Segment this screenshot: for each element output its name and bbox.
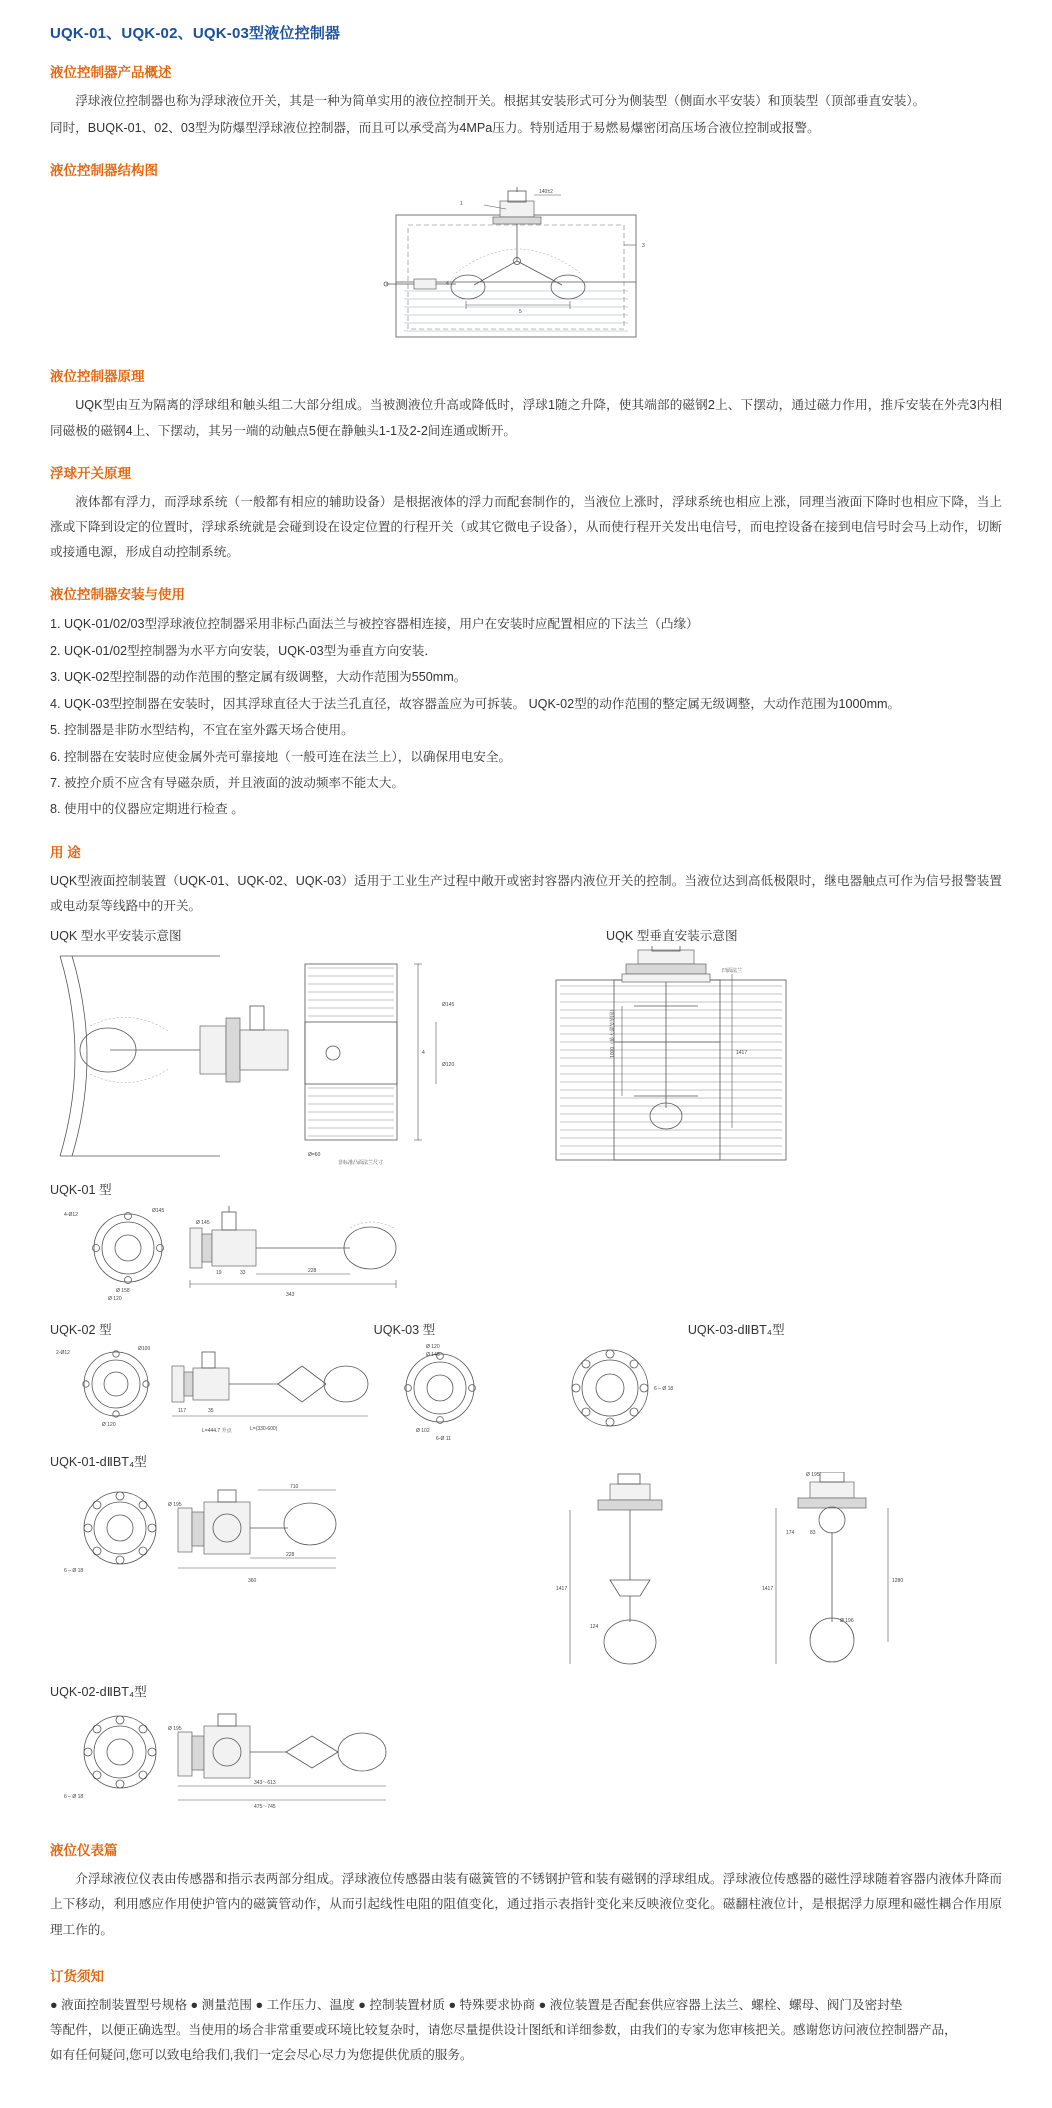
svg-text:1280: 1280 [892, 1578, 904, 1585]
uqk02d-figure-title: UQK-02-dⅡBT₄型 [50, 1685, 147, 1700]
svg-text:Ø 158: Ø 158 [116, 1288, 130, 1295]
installation-figures [50, 921, 1002, 1171]
principle-paragraph: UQK型由互为隔离的浮球组和触头组二大部分组成。当被测液位升高或降低时，浮球1随之升降，使其端部的磁钢2上、下摆动，通过磁力作用，推斥安装在外壳3内相同磁极的磁钢4上、下摆动，其另一端的动触点5便在静触头1-1及2-2间连通或断开。 [50, 398, 1002, 438]
svg-text:Ø100: Ø100 [138, 1346, 151, 1353]
structure-diagram [50, 187, 1002, 347]
page-title: UQK-01、UQK-02、UQK-03型液位控制器 [50, 25, 341, 42]
svg-text:Ø 195: Ø 195 [168, 1726, 182, 1733]
uqk02-03-figures [50, 1340, 1002, 1445]
svg-text:124: 124 [590, 1624, 599, 1631]
list-item: 5. 控制器是非防水型结构，不宜在室外露天场合使用。 [50, 723, 354, 738]
vertical-install-svg [526, 946, 976, 1166]
svg-text:Ø 195: Ø 195 [168, 1502, 182, 1509]
svg-text:4: 4 [422, 1050, 425, 1057]
uqk01d-figure [50, 1472, 1002, 1677]
svg-text:343: 343 [286, 1292, 295, 1299]
uqk03d-figure-title: UQK-03-dⅡBT₄型 [687, 1323, 785, 1338]
svg-text:19: 19 [216, 1270, 222, 1277]
svg-text:6 – Ø 18: 6 – Ø 18 [654, 1386, 674, 1393]
vertical-install-figure [526, 921, 1002, 1171]
list-item: 2. UQK-01/02型控制器为水平方向安装，UQK-03型为垂直方向安装． [50, 643, 437, 658]
svg-text:140±2: 140±2 [539, 189, 553, 196]
svg-text:6-Ø 11: 6-Ø 11 [436, 1436, 451, 1441]
horizontal-install-svg [50, 946, 500, 1166]
svg-text:Ø 145: Ø 145 [426, 1352, 440, 1359]
structure-diagram-svg [356, 187, 696, 347]
svg-text:1: 1 [460, 201, 463, 208]
list-item: 4. UQK-03型控制器在安装时，因其浮球直径大于法兰孔直径，故容器盖应为可拆装。 UQK-02型的动作范围的整定属无级调整，大动作范围为1000mm。 [50, 696, 901, 711]
order-line-1: ● 液面控制装置型号规格 ● 测量范围 ● 工作压力、温度 ● 控制装置材质 ● 特殊要求协商 ● 液位装置是否配套供应容器上法兰、螺栓、螺母、阀门及密封垫 [50, 1997, 903, 2012]
svg-text:5: 5 [519, 309, 522, 316]
svg-text:凹面法兰: 凹面法兰 [722, 968, 743, 975]
horizontal-install-title: UQK 型水平安装示意图 [50, 929, 182, 944]
svg-text:4-Ø12: 4-Ø12 [64, 1212, 78, 1219]
section-heading-principle: 液位控制器原理 [50, 369, 145, 385]
svg-text:3: 3 [642, 243, 645, 250]
svg-text:Ø 145: Ø 145 [196, 1220, 210, 1227]
svg-text:475～745: 475～745 [254, 1804, 276, 1811]
svg-text:非标准凸面法兰尺寸: 非标准凸面法兰尺寸 [338, 1160, 384, 1167]
section-heading-switch-principle: 浮球开关原理 [50, 465, 131, 481]
switch-principle-paragraph: 液体都有浮力，而浮球系统（一般都有相应的辅助设备）是根据液体的浮力而配套制作的，当液位上涨时，浮球系统也相应上涨，同理当液面下降时也相应下降，当上涨或下降到设定的位置时，浮球系统就是会碰到设在设定位置的行程开关（或其它微电子设备），从而使行程开关发出电信号，而电控设备在接到电信号时会马上动作，切断或接通电源，形成自动控制系统。 [50, 494, 1002, 560]
overview-paragraph-2: 同时，BUQK-01、02、03型为防爆型浮球液位控制器，而且可以承受高为4MPa压力。特别适用于易燃易爆密闭高压场合液位控制或报警。 [50, 121, 820, 136]
svg-text:Ø 196: Ø 196 [840, 1618, 854, 1625]
svg-text:228: 228 [308, 1268, 317, 1275]
uqk01d-figure-title: UQK-01-dⅡBT₄型 [50, 1455, 147, 1470]
svg-text:6 – Ø 18: 6 – Ø 18 [64, 1568, 84, 1575]
svg-text:2-Ø12: 2-Ø12 [56, 1350, 70, 1357]
install-list [50, 611, 1002, 823]
svg-text:710: 710 [290, 1484, 299, 1491]
horizontal-install-figure [50, 921, 526, 1171]
order-line-3: 如有任何疑问,您可以致电给我们,我们一定会尽心尽力为您提供优质的服务。 [50, 2048, 473, 2063]
svg-text:343～613: 343～613 [254, 1780, 276, 1787]
svg-text:360: 360 [248, 1578, 257, 1585]
svg-text:Ø 120: Ø 120 [108, 1296, 122, 1301]
svg-text:Ø=60: Ø=60 [308, 1152, 321, 1159]
section-heading-structure: 液位控制器结构图 [50, 163, 158, 179]
svg-text:117: 117 [178, 1408, 186, 1415]
section-heading-install: 液位控制器安装与使用 [50, 587, 185, 603]
uqk02d-figure [50, 1702, 1002, 1817]
list-item: 1. UQK-01/02/03型浮球液位控制器采用非标凸面法兰与被控容器相连接，用户在安装时应配置相应的下法兰（凸缘） [50, 617, 699, 632]
svg-text:6 – Ø 18: 6 – Ø 18 [64, 1794, 84, 1801]
svg-text:228: 228 [286, 1552, 295, 1559]
overview-paragraph-1: 浮球液位控制器也称为浮球液位开关，其是一种为简单实用的液位控制开关。根据其安装形式可分为侧装型（侧面水平安装）和顶装型（顶部垂直安装）。 [75, 94, 926, 108]
uqk02-figure-title: UQK-02 型 [50, 1323, 112, 1338]
svg-text:35: 35 [208, 1408, 214, 1415]
usage-paragraph: UQK型液面控制装置（UQK-01、UQK-02、UQK-03）适用于工业生产过程中敞开或密封容器内液位开关的控制。当液位达到高低极限时，继电器触点可作为信号报警装置或电动泵等线路中的开关。 [50, 873, 1002, 913]
list-item: 7. 被控介质不应含有导磁杂质，并且液面的波动频率不能太大。 [50, 775, 405, 790]
uqk02-03-titles [50, 1315, 1002, 1340]
svg-text:33: 33 [240, 1270, 246, 1277]
instrument-paragraph: 介浮球液位仪表由传感器和指示表两部分组成。浮球液位传感器由装有磁簧管的不锈钢护管和装有磁钢的浮球组成。浮球液位传感器的磁性浮球随着容器内液体升降而上下移动，利用感应作用使护管内的磁簧管动作，从而引起线性电阻的阻值变化，通过指示表指针变化来反映液位变化。磁翻柱液位计，是根据浮力原理和磁性耦合作用原理工作的。 [50, 1872, 1002, 1937]
uqk01-figure-title: UQK-01 型 [50, 1183, 112, 1198]
uqk01-svg [50, 1200, 1000, 1300]
svg-text:L=444.7 升点: L=444.7 升点 [202, 1428, 232, 1435]
uqk01-figure [50, 1200, 1002, 1305]
svg-text:Ø145: Ø145 [152, 1208, 165, 1215]
list-item: 3. UQK-02型控制器的动作范围的整定属有级调整，大动作范围为550mm。 [50, 670, 467, 685]
section-heading-order: 订货须知 [50, 1968, 104, 1984]
svg-text:1417: 1417 [762, 1586, 774, 1593]
svg-text:Ø145: Ø145 [442, 1002, 455, 1009]
list-item: 6. 控制器在安装时应使金属外壳可靠接地（一般可连在法兰上），以确保用电安全。 [50, 749, 512, 764]
svg-text:1417: 1417 [556, 1586, 568, 1593]
svg-text:Ø 102: Ø 102 [416, 1428, 430, 1435]
svg-text:1417: 1417 [736, 1050, 748, 1057]
uqk02-03-svg [50, 1340, 1000, 1440]
svg-text:4: 4 [446, 281, 449, 288]
order-note [50, 1993, 1002, 2069]
svg-text:Ø 195: Ø 195 [806, 1472, 820, 1479]
uqk03-figure-title: UQK-03 型 [373, 1323, 436, 1338]
list-item: 8. 使用中的仪器应定期进行检查 。 [50, 802, 244, 817]
svg-text:Ø 120: Ø 120 [426, 1344, 440, 1351]
section-heading-overview: 液位控制器产品概述 [50, 65, 172, 80]
uqk01d-svg [50, 1472, 1000, 1672]
svg-text:83: 83 [810, 1530, 816, 1537]
order-line-2: 等配件，以便正确选型。当使用的场合非常重要或环境比较复杂时，请您尽量提供设计图纸和详细参数，由我们的专家为您审核把关。感谢您访问液位控制器产品， [50, 2022, 957, 2037]
uqk02d-svg [50, 1702, 1000, 1812]
svg-text:174: 174 [786, 1530, 795, 1537]
svg-text:Ø120: Ø120 [442, 1062, 455, 1069]
svg-text:L=(330-600): L=(330-600) [250, 1426, 278, 1433]
section-heading-usage: 用 途 [50, 844, 81, 860]
section-heading-instrument: 液位仪表篇 [50, 1843, 118, 1859]
svg-text:Ø 120: Ø 120 [102, 1422, 116, 1429]
svg-text:1000（最大调节范围）: 1000（最大调节范围） [610, 1007, 616, 1059]
vertical-install-title: UQK 型垂直安装示意图 [606, 929, 738, 944]
